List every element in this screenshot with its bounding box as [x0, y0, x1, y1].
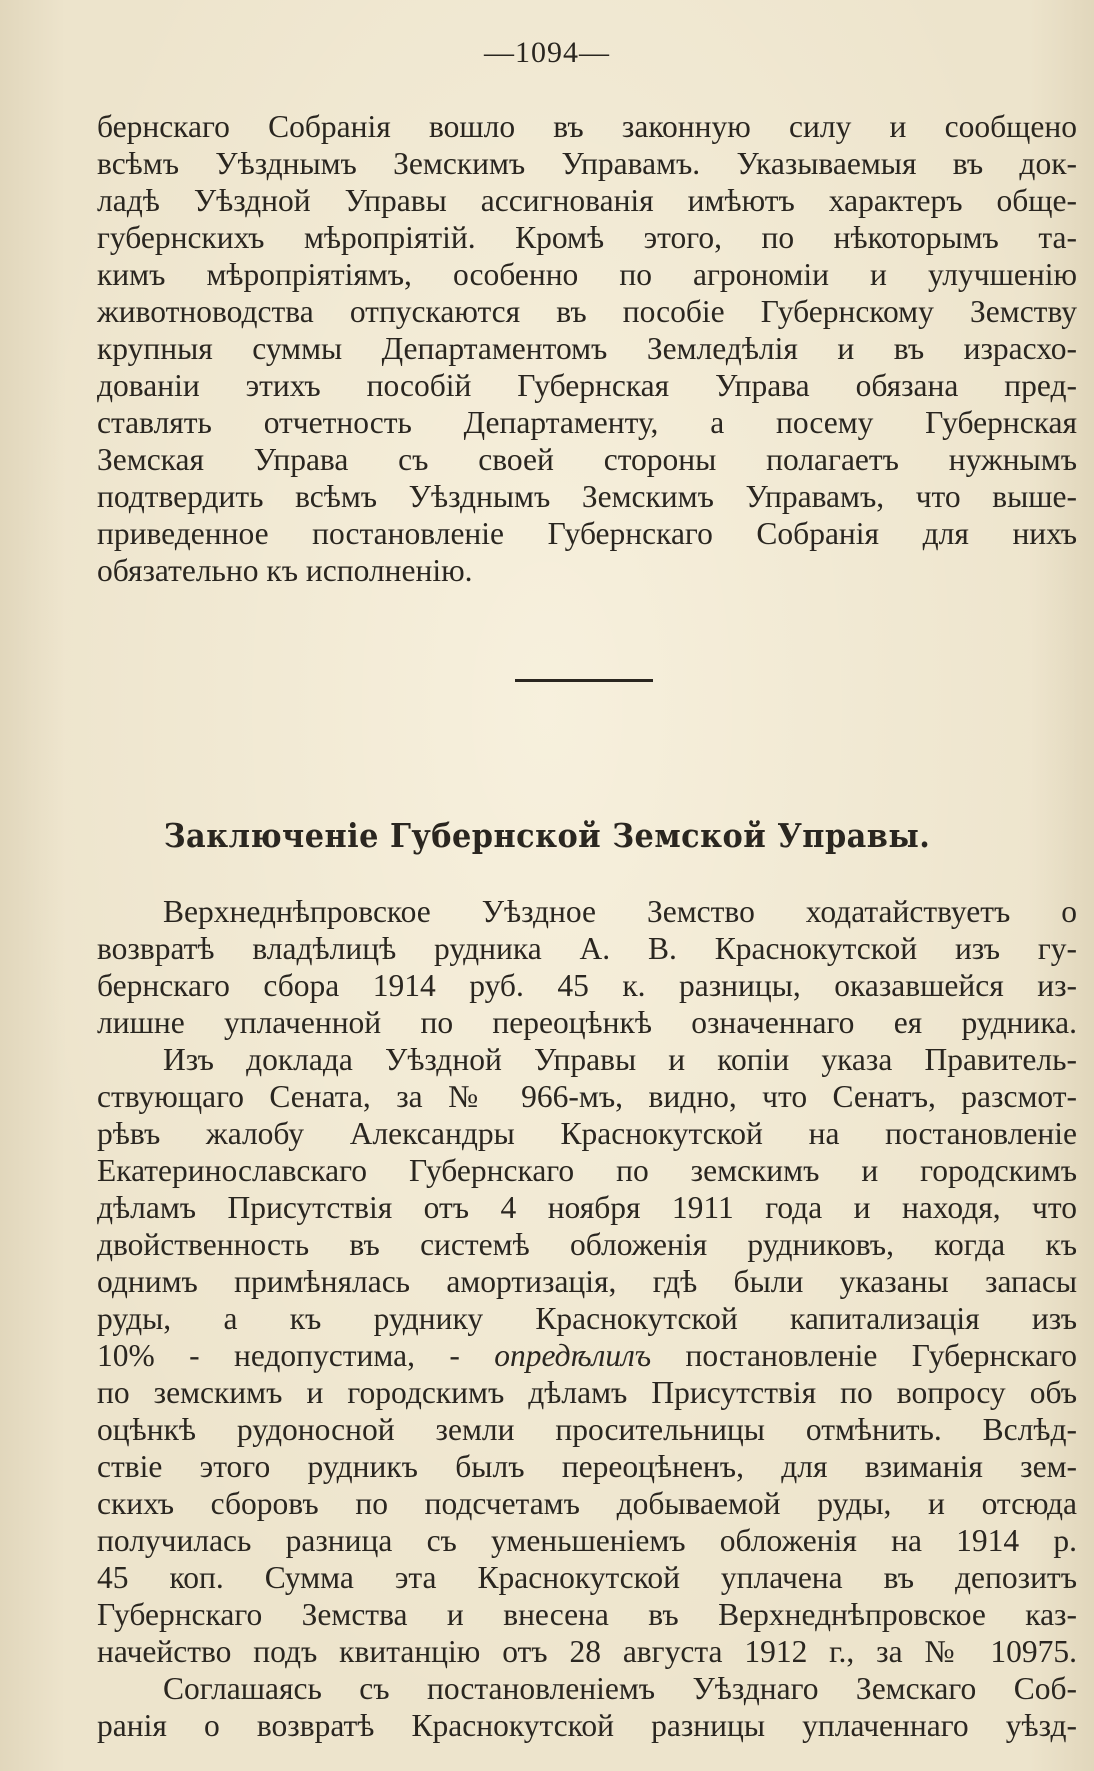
text-line: подтвердить всѣмъ Уѣзднымъ Земскимъ Управамъ, что выше-	[97, 479, 1077, 514]
text-block-top	[97, 108, 1077, 589]
text-line: по земскимъ и городскимъ дѣламъ Присутствія по вопросу объ	[97, 1375, 1077, 1410]
text-line: Изъ доклада Уѣздной Управы и копіи указа Правитель-	[163, 1042, 1077, 1077]
text-line: 45 коп. Сумма эта Краснокутской уплачена въ депозитъ	[97, 1560, 1077, 1595]
text-line: ранія о возвратѣ Краснокутской разницы уплаченнаго уѣзд-	[97, 1708, 1077, 1743]
text-line: дѣламъ Присутствія отъ 4 ноября 1911 года и находя, что	[97, 1190, 1077, 1225]
text-line: приведенное постановленіе Губернскаго Собранія для нихъ	[97, 516, 1077, 551]
section-heading: Заключеніе Губернской Земской Управы.	[163, 816, 931, 855]
text-line: ствующаго Сената, за № 966-мъ, видно, что Сенатъ, разсмот-	[97, 1079, 1077, 1114]
text-line: скихъ сборовъ по подсчетамъ добываемой руды, и отсюда	[97, 1486, 1077, 1521]
text-line: Екатеринославскаго Губернскаго по земскимъ и городскимъ	[97, 1153, 1077, 1188]
text-line: обязательно къ исполненію.	[97, 553, 473, 588]
text-line: ладѣ Уѣздной Управы ассигнованія имѣютъ характеръ обще-	[97, 183, 1077, 218]
text-line: всѣмъ Уѣзднымъ Земскимъ Управамъ. Указываемыя въ док-	[97, 146, 1077, 181]
text-line: получилась разница съ уменьшеніемъ обложенія на 1914 р.	[97, 1523, 1077, 1558]
section-divider	[515, 679, 653, 682]
text-line: губернскихъ мѣропріятій. Кромѣ этого, по нѣкоторымъ та-	[97, 220, 1077, 255]
text-segment: 10% - недопустима, -	[97, 1338, 495, 1373]
text-line: начейство подъ квитанцію отъ 28 августа 1912 г., за № 10975.	[97, 1634, 1077, 1669]
text-line: лишне уплаченной по переоцѣнкѣ означеннаго ея рудника.	[97, 1005, 1077, 1040]
text-line: Губернскаго Земства и внесена въ Верхнеднѣпровское каз-	[97, 1597, 1077, 1632]
text-line: крупныя суммы Департаментомъ Земледѣлія и въ израсхо-	[97, 331, 1077, 366]
italic-word: опредѣлилъ	[494, 1338, 652, 1373]
text-line-mixed	[97, 1337, 1077, 1374]
text-line: дованіи этихъ пособій Губернская Управа обязана пред-	[97, 368, 1077, 403]
text-line: оцѣнкѣ рудоносной земли просительницы отмѣнить. Вслѣд-	[97, 1412, 1077, 1447]
text-line: руды, а къ руднику Краснокутской капитализація изъ	[97, 1301, 1077, 1336]
text-line: двойственность въ системѣ обложенія рудниковъ, когда къ	[97, 1227, 1077, 1262]
page-number: —1094—	[484, 36, 610, 69]
text-line: животноводства отпускаются въ пособіе Губернскому Земству	[97, 294, 1077, 329]
text-line: Верхнеднѣпровское Уѣздное Земство ходатайствуетъ о	[163, 894, 1077, 929]
text-block-bottom	[97, 893, 1077, 1744]
text-line: кимъ мѣропріятіямъ, особенно по агрономіи и улучшенію	[97, 257, 1077, 292]
text-line: Соглашаясь съ постановленіемъ Уѣзднаго Земскаго Соб-	[163, 1671, 1077, 1706]
text-line: однимъ примѣнялась амортизація, гдѣ были указаны запасы	[97, 1264, 1077, 1299]
text-line: рѣвъ жалобу Александры Краснокутской на постановленіе	[97, 1116, 1077, 1151]
text-segment: постановленіе Губернскаго	[685, 1338, 1077, 1373]
text-line: бернскаго Собранія вошло въ законную силу и сообщено	[97, 109, 1077, 144]
text-line: ствіе этого рудникъ былъ переоцѣненъ, для взиманія зем-	[97, 1449, 1077, 1484]
text-line: Земская Управа съ своей стороны полагаетъ нужнымъ	[97, 442, 1077, 477]
text-line: ставлять отчетность Департаменту, а посему Губернская	[97, 405, 1077, 440]
text-line: бернскаго сбора 1914 руб. 45 к. разницы, оказавшейся из-	[97, 968, 1077, 1003]
text-line: возвратѣ владѣлицѣ рудника А. В. Краснокутской изъ гу-	[97, 931, 1077, 966]
